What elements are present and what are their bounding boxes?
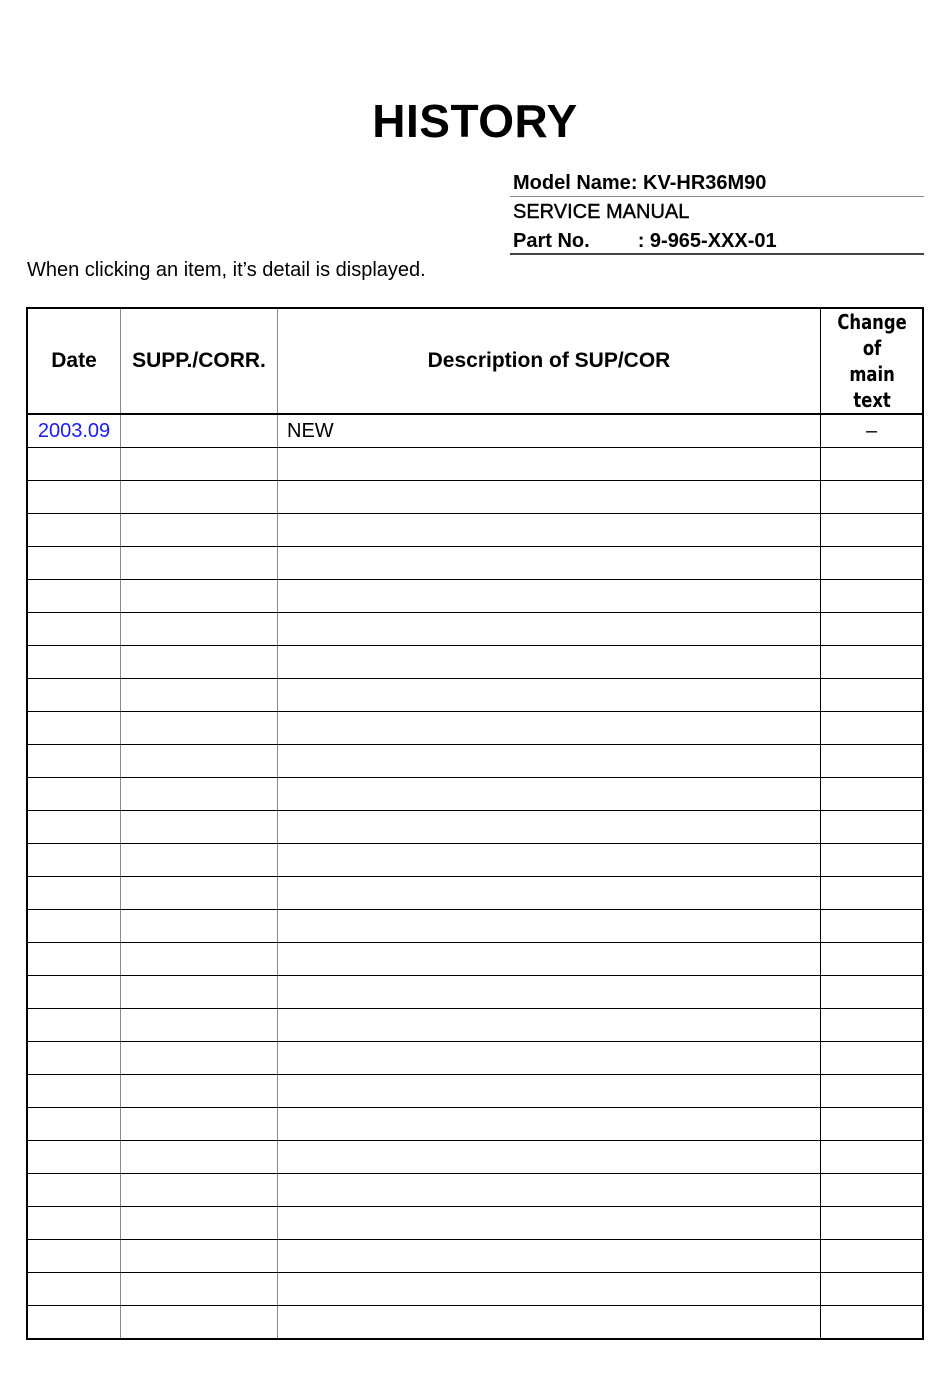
empty-table-row bbox=[27, 646, 923, 679]
description-cell bbox=[278, 778, 821, 811]
empty-table-row bbox=[27, 1174, 923, 1207]
supp-corr-cell bbox=[121, 1108, 278, 1141]
change-cell bbox=[821, 1009, 924, 1042]
empty-table-row bbox=[27, 1240, 923, 1273]
part-no-line bbox=[510, 226, 924, 255]
supp-corr-cell bbox=[121, 1240, 278, 1273]
date-cell bbox=[27, 943, 121, 976]
model-info bbox=[510, 168, 924, 255]
empty-table-row bbox=[27, 811, 923, 844]
empty-table-row bbox=[27, 745, 923, 778]
supp-corr-cell bbox=[121, 679, 278, 712]
change-cell bbox=[821, 1075, 924, 1108]
part-no-label: Part No. bbox=[513, 230, 590, 252]
change-cell bbox=[821, 448, 924, 481]
date-cell bbox=[27, 1273, 121, 1306]
description-cell bbox=[278, 712, 821, 745]
change-cell bbox=[821, 976, 924, 1009]
empty-table-row bbox=[27, 712, 923, 745]
description-cell bbox=[278, 1306, 821, 1340]
change-cell bbox=[821, 877, 924, 910]
empty-table-row bbox=[27, 943, 923, 976]
description-cell bbox=[278, 481, 821, 514]
supp-corr-cell bbox=[121, 778, 278, 811]
date-cell bbox=[27, 712, 121, 745]
change-cell bbox=[821, 778, 924, 811]
description-cell bbox=[278, 910, 821, 943]
description-cell bbox=[278, 1075, 821, 1108]
instruction-note: When clicking an item, it’s detail is displayed. bbox=[27, 259, 426, 281]
table-header-row bbox=[27, 308, 923, 414]
description-cell bbox=[278, 1108, 821, 1141]
change-cell bbox=[821, 712, 924, 745]
change-cell bbox=[821, 811, 924, 844]
change-cell: – bbox=[821, 414, 924, 448]
supp-corr-cell bbox=[121, 976, 278, 1009]
service-manual-label: SERVICE MANUAL bbox=[513, 201, 690, 223]
model-name-label: Model Name bbox=[513, 172, 631, 194]
description-cell bbox=[278, 844, 821, 877]
empty-table-row bbox=[27, 580, 923, 613]
description-cell bbox=[278, 745, 821, 778]
history-table bbox=[26, 307, 924, 1340]
description-cell bbox=[278, 679, 821, 712]
supp-corr-cell bbox=[121, 547, 278, 580]
empty-table-row bbox=[27, 1009, 923, 1042]
date-cell bbox=[27, 1207, 121, 1240]
model-name-line bbox=[510, 168, 924, 197]
change-cell bbox=[821, 1108, 924, 1141]
description-cell bbox=[278, 547, 821, 580]
description-cell bbox=[278, 811, 821, 844]
supp-corr-cell bbox=[121, 1009, 278, 1042]
change-cell bbox=[821, 613, 924, 646]
description-cell bbox=[278, 1240, 821, 1273]
change-cell bbox=[821, 844, 924, 877]
supp-corr-cell bbox=[121, 580, 278, 613]
header-description: Description of SUP/COR bbox=[278, 308, 821, 414]
empty-table-row bbox=[27, 844, 923, 877]
change-cell bbox=[821, 481, 924, 514]
supp-corr-cell bbox=[121, 1207, 278, 1240]
empty-table-row bbox=[27, 1306, 923, 1340]
date-cell bbox=[27, 679, 121, 712]
supp-corr-cell bbox=[121, 1042, 278, 1075]
date-cell bbox=[27, 811, 121, 844]
description-cell: NEW bbox=[278, 414, 821, 448]
date-cell bbox=[27, 1075, 121, 1108]
supp-corr-cell bbox=[121, 1273, 278, 1306]
supp-corr-cell bbox=[121, 745, 278, 778]
empty-table-row bbox=[27, 679, 923, 712]
table-body bbox=[27, 414, 923, 1339]
description-cell bbox=[278, 976, 821, 1009]
supp-corr-cell bbox=[121, 1075, 278, 1108]
change-cell bbox=[821, 1174, 924, 1207]
date-cell bbox=[27, 514, 121, 547]
date-cell bbox=[27, 448, 121, 481]
table-row[interactable] bbox=[27, 414, 923, 448]
date-cell bbox=[27, 1174, 121, 1207]
empty-table-row bbox=[27, 1075, 923, 1108]
empty-table-row bbox=[27, 1207, 923, 1240]
description-cell bbox=[278, 1174, 821, 1207]
empty-table-row bbox=[27, 1042, 923, 1075]
header-change-main-text bbox=[830, 308, 914, 414]
empty-table-row bbox=[27, 448, 923, 481]
empty-table-row bbox=[27, 877, 923, 910]
change-cell bbox=[821, 1207, 924, 1240]
change-cell bbox=[821, 1273, 924, 1306]
change-cell bbox=[821, 514, 924, 547]
date-cell bbox=[27, 1009, 121, 1042]
change-cell bbox=[821, 646, 924, 679]
supp-corr-cell bbox=[121, 481, 278, 514]
supp-corr-cell bbox=[121, 712, 278, 745]
date-link[interactable]: 2003.09 bbox=[37, 419, 111, 442]
supp-corr-cell bbox=[121, 646, 278, 679]
date-cell bbox=[27, 646, 121, 679]
change-cell bbox=[821, 679, 924, 712]
description-cell bbox=[278, 514, 821, 547]
description-cell bbox=[278, 1141, 821, 1174]
header-change-line1: Change of bbox=[836, 310, 907, 360]
description-cell bbox=[278, 1042, 821, 1075]
supp-corr-cell bbox=[121, 613, 278, 646]
date-cell bbox=[27, 976, 121, 1009]
empty-table-row bbox=[27, 976, 923, 1009]
date-cell bbox=[27, 1108, 121, 1141]
description-cell bbox=[278, 1009, 821, 1042]
change-cell bbox=[821, 910, 924, 943]
change-cell bbox=[821, 1240, 924, 1273]
change-cell bbox=[821, 580, 924, 613]
model-name-value: : KV-HR36M90 bbox=[630, 172, 767, 194]
change-cell bbox=[821, 1306, 924, 1340]
part-no-value: : 9-965-XXX-01 bbox=[637, 230, 777, 252]
header-date: Date bbox=[27, 308, 121, 414]
description-cell bbox=[278, 580, 821, 613]
date-cell bbox=[27, 877, 121, 910]
supp-corr-cell bbox=[121, 877, 278, 910]
description-cell bbox=[278, 448, 821, 481]
supp-corr-cell bbox=[121, 844, 278, 877]
supp-corr-cell bbox=[121, 1306, 278, 1340]
change-cell bbox=[821, 943, 924, 976]
supp-corr-cell bbox=[121, 1174, 278, 1207]
empty-table-row bbox=[27, 778, 923, 811]
description-cell bbox=[278, 877, 821, 910]
date-cell bbox=[27, 1141, 121, 1174]
date-cell bbox=[27, 414, 121, 448]
date-cell bbox=[27, 910, 121, 943]
empty-table-row bbox=[27, 910, 923, 943]
date-cell bbox=[27, 580, 121, 613]
supp-corr-cell bbox=[121, 943, 278, 976]
date-cell bbox=[27, 547, 121, 580]
change-cell bbox=[821, 1042, 924, 1075]
supp-corr-cell bbox=[121, 811, 278, 844]
change-cell bbox=[821, 1141, 924, 1174]
change-cell bbox=[821, 547, 924, 580]
page-title: HISTORY bbox=[372, 95, 578, 147]
supp-corr-cell bbox=[121, 448, 278, 481]
description-cell bbox=[278, 1273, 821, 1306]
date-cell bbox=[27, 1240, 121, 1273]
empty-table-row bbox=[27, 613, 923, 646]
description-cell bbox=[278, 1207, 821, 1240]
description-cell bbox=[278, 646, 821, 679]
supp-corr-cell bbox=[121, 1141, 278, 1174]
empty-table-row bbox=[27, 1108, 923, 1141]
header-change-line2: main text bbox=[848, 362, 895, 412]
date-cell bbox=[27, 844, 121, 877]
date-cell bbox=[27, 481, 121, 514]
description-cell bbox=[278, 613, 821, 646]
date-cell bbox=[27, 1042, 121, 1075]
supp-corr-cell bbox=[121, 910, 278, 943]
date-cell bbox=[27, 613, 121, 646]
date-cell bbox=[27, 778, 121, 811]
description-cell bbox=[278, 943, 821, 976]
empty-table-row bbox=[27, 1141, 923, 1174]
empty-table-row bbox=[27, 1273, 923, 1306]
empty-table-row bbox=[27, 514, 923, 547]
change-cell bbox=[821, 745, 924, 778]
empty-table-row bbox=[27, 547, 923, 580]
supp-corr-cell bbox=[121, 514, 278, 547]
supp-corr-cell bbox=[121, 414, 278, 448]
date-cell bbox=[27, 745, 121, 778]
header-supp-corr: SUPP./CORR. bbox=[121, 308, 278, 414]
empty-table-row bbox=[27, 481, 923, 514]
date-cell bbox=[27, 1306, 121, 1340]
